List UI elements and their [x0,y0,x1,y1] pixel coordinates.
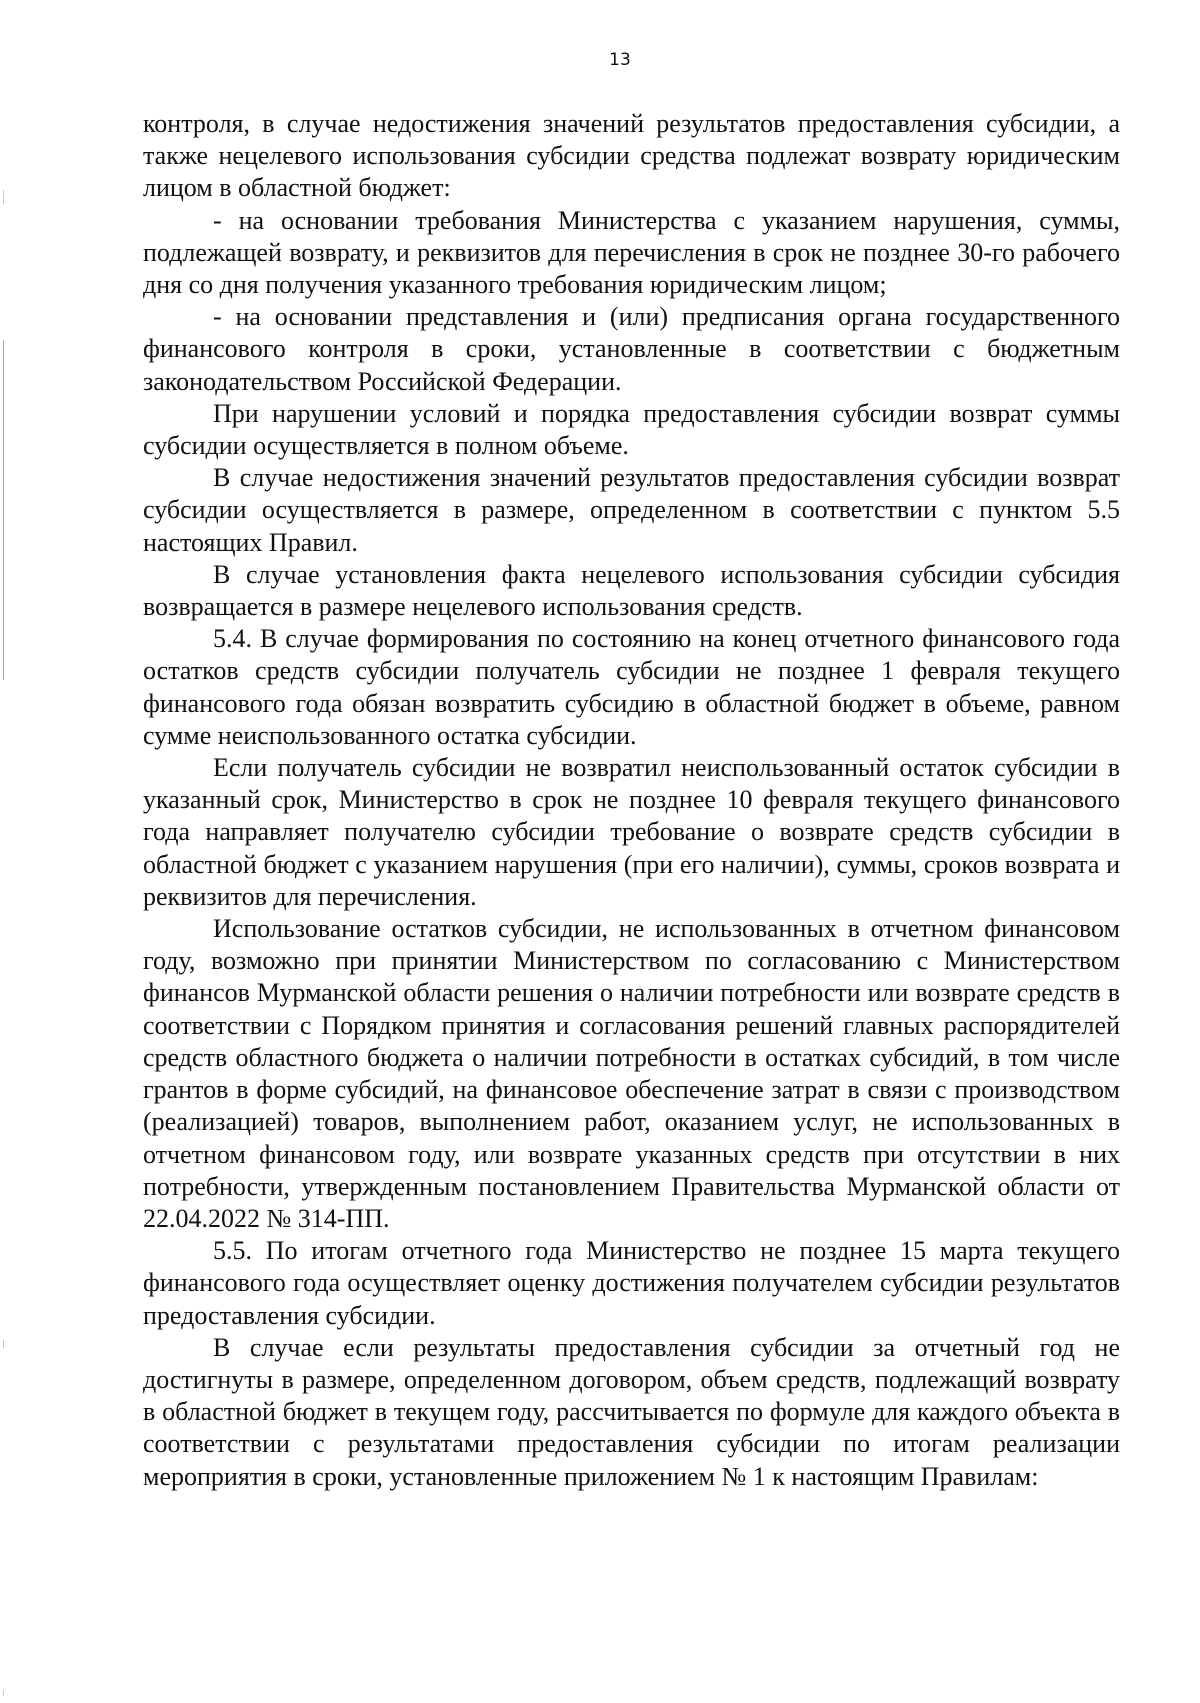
paragraph-formula-intro: В случае если результаты предоставления субсидии за отчетный год не достигнуты в размере, определенном договором, объем средств, подлежащий возврату в областной бюджет в текущем году, рассчитывается по формуле для каждого объекта в соответствии с результатами предоставления субсидии по итогам реализации мероприятия в сроки, установленные приложением № 1 к настоящим Правилам: [143,1332,1120,1491]
page-number: 13 [609,50,631,70]
paragraph-misuse-return: В случае установления факта нецелевого использования субсидии субсидия возвращается в размере нецелевого использования средств. [143,559,1120,622]
paragraph-full-return: При нарушении условий и порядка предоставления субсидии возврат суммы субсидии осуществляется в полном объеме. [143,398,1120,461]
paragraph-5-5: 5.5. По итогам отчетного года Министерство не позднее 15 марта текущего финансового года осуществляет оценку достижения получателем субсидии результатов предоставления субсидии. [143,1236,1120,1330]
paragraph-return-on-demand: - на основании требования Министерства с указанием нарушения, суммы, подлежащей возврату, и реквизитов для перечисления в срок не позднее 30-го рабочего дня со дня получения указанного требования юридическим лицом; [143,205,1120,300]
paragraph-return-on-control-order: - на основании представления и (или) предписания органа государственного финансового контроля в сроки, установленные в соответствии с бюджетным законодательством Российской Федерации. [143,302,1120,396]
scan-edge-mark [3,340,4,680]
paragraph-continuation: контроля, в случае недостижения значений результатов предоставления субсидии, а также нецелевого использования субсидии средства подлежат возврату юридическим лицом в областной бюджет: [143,109,1120,203]
scan-edge-mark [3,190,4,204]
scan-edge-mark [3,1340,4,1348]
paragraph-5-4: 5.4. В случае формирования по состоянию на конец отчетного финансового года остатков средств субсидии получатель субсидии не позднее 1 февраля текущего финансового года обязан возвратить субсидию в областной бюджет в объеме, равном сумме неиспользованного остатка субсидии. [143,624,1120,750]
paragraph-unreturned-balance: Если получатель субсидии не возвратил неиспользованный остаток субсидии в указанный срок, Министерство в срок не позднее 10 февраля текущего финансового года направляет получателю субсидии требование о возврате средств субсидии в областной бюджет с указанием нарушения (при его наличии), суммы, сроков возврата и реквизитов для перечисления. [143,753,1120,911]
document-body [143,108,1120,1493]
scan-edge-mark [3,1690,4,1696]
paragraph-balance-usage: Использование остатков субсидии, не использованных в отчетном финансовом году, возможно при принятии Министерством по согласованию с Министерством финансов Мурманской области решения о наличии потребности или возврате средств в соответствии с Порядком принятия и согласования решений главных распорядителей средств областного бюджета о наличии потребности в остатках субсидий, в том числе грантов в форме субсидий, на финансовое обеспечение затрат в связи с производством (реализацией) товаров, выполнением работ, оказанием услуг, не использованных в отчетном финансовом году, или возврате указанных средств при отсутствии в них потребности, утвержденным постановлением Правительства Мурманской области от 22.04.2022 № 314-ПП. [143,914,1120,1233]
paragraph-partial-return: В случае недостижения значений результатов предоставления субсидии возврат субсидии осуществляется в размере, определенном в соответствии с пунктом 5.5 настоящих Правил. [143,463,1120,557]
